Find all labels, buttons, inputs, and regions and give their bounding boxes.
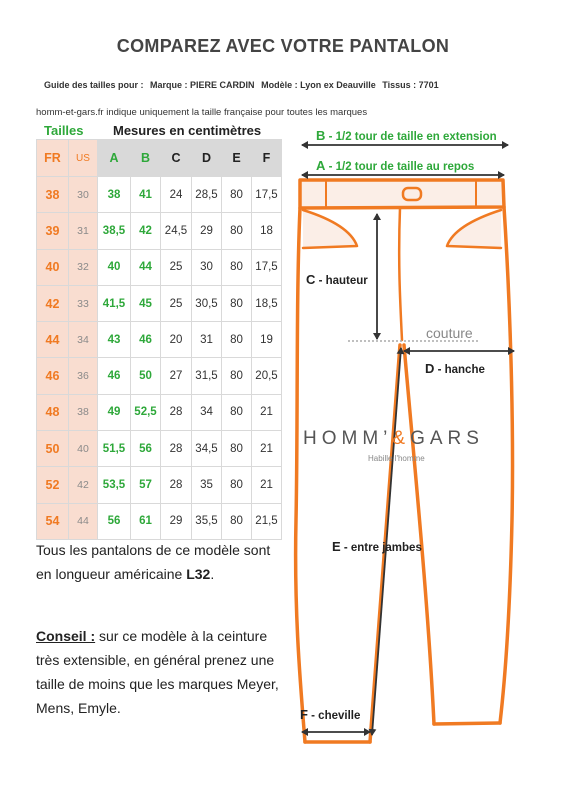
guide-marque: Marque : PIERE CARDIN xyxy=(150,80,255,90)
cell-a: 49 xyxy=(98,394,131,430)
cell-a: 38 xyxy=(98,177,131,213)
cell-e: 80 xyxy=(222,249,252,285)
cell-fr: 48 xyxy=(37,394,69,430)
cell-e: 80 xyxy=(222,467,252,503)
cell-d: 30 xyxy=(192,249,222,285)
mesures-heading: Mesures en centimètres xyxy=(113,123,262,138)
cell-f: 21,5 xyxy=(252,503,282,539)
col-header-f: F xyxy=(252,140,282,177)
cell-fr: 52 xyxy=(37,467,69,503)
cell-e: 80 xyxy=(222,431,252,467)
length-info-text: Tous les pantalons de ce modèle sont en longueur américaine xyxy=(36,542,271,582)
cell-us: 34 xyxy=(69,322,98,358)
cell-f: 19 xyxy=(252,322,282,358)
brand-logo: HOMM’&GARS xyxy=(303,428,484,449)
cell-e: 80 xyxy=(222,213,252,249)
cell-c: 28 xyxy=(161,394,192,430)
cell-us: 38 xyxy=(69,394,98,430)
cell-d: 34 xyxy=(192,394,222,430)
cell-f: 18 xyxy=(252,213,282,249)
cell-c: 25 xyxy=(161,285,192,321)
cell-b: 42 xyxy=(131,213,161,249)
cell-d: 28,5 xyxy=(192,177,222,213)
fly xyxy=(399,208,402,340)
left-pocket xyxy=(303,210,357,248)
cell-fr: 38 xyxy=(37,177,69,213)
cell-b: 45 xyxy=(131,285,161,321)
cell-f: 21 xyxy=(252,394,282,430)
cell-a: 46 xyxy=(98,358,131,394)
col-header-e: E xyxy=(222,140,252,177)
label-couture: couture xyxy=(426,325,473,341)
cell-b: 44 xyxy=(131,249,161,285)
cell-c: 28 xyxy=(161,467,192,503)
cell-f: 18,5 xyxy=(252,285,282,321)
guide-label: Guide des tailles pour : xyxy=(44,80,144,90)
cell-fr: 50 xyxy=(37,431,69,467)
cell-c: 29 xyxy=(161,503,192,539)
label-b: B - 1/2 tour de taille en extension xyxy=(316,128,497,143)
col-header-a: A xyxy=(98,140,131,177)
cell-d: 31 xyxy=(192,322,222,358)
col-header-d: D xyxy=(192,140,222,177)
label-f: F - cheville xyxy=(300,707,361,722)
cell-c: 24,5 xyxy=(161,213,192,249)
right-inner-seam xyxy=(404,345,434,724)
conseil-text: sur ce modèle à la ceinture très extensible, en général prenez une taille de moins que les marques Meyer, Mens, Emyle. xyxy=(36,628,279,716)
cell-us: 40 xyxy=(69,431,98,467)
cell-f: 17,5 xyxy=(252,177,282,213)
label-d: D - hanche xyxy=(425,361,485,376)
cell-us: 42 xyxy=(69,467,98,503)
cell-d: 30,5 xyxy=(192,285,222,321)
left-outer-seam xyxy=(296,208,305,742)
right-hem xyxy=(434,723,500,724)
cell-b: 46 xyxy=(131,322,161,358)
conseil-label: Conseil : xyxy=(36,628,96,644)
label-e: E - entre jambes xyxy=(332,539,422,554)
label-c: C - hauteur xyxy=(306,272,368,287)
cell-a: 51,5 xyxy=(98,431,131,467)
cell-b: 61 xyxy=(131,503,161,539)
cell-d: 31,5 xyxy=(192,358,222,394)
cell-f: 17,5 xyxy=(252,249,282,285)
cell-us: 31 xyxy=(69,213,98,249)
cell-b: 52,5 xyxy=(131,394,161,430)
site-note: homm-et-gars.fr indique uniquement la taille française pour toutes les marques xyxy=(36,107,368,118)
guide-tissus: Tissus : 7701 xyxy=(382,80,439,90)
cell-f: 21 xyxy=(252,467,282,503)
cell-e: 80 xyxy=(222,285,252,321)
cell-us: 33 xyxy=(69,285,98,321)
guide-modele: Modèle : Lyon ex Deauville xyxy=(261,80,376,90)
page-title: COMPAREZ AVEC VOTRE PANTALON xyxy=(116,36,450,56)
cell-fr: 40 xyxy=(37,249,69,285)
cell-d: 34,5 xyxy=(192,431,222,467)
cell-fr: 39 xyxy=(37,213,69,249)
cell-b: 41 xyxy=(131,177,161,213)
cell-c: 28 xyxy=(161,431,192,467)
cell-us: 44 xyxy=(69,503,98,539)
cell-f: 20,5 xyxy=(252,358,282,394)
col-header-us: US xyxy=(69,140,98,177)
col-header-b: B xyxy=(131,140,161,177)
right-pocket xyxy=(447,210,501,248)
cell-e: 80 xyxy=(222,177,252,213)
cell-fr: 46 xyxy=(37,358,69,394)
cell-a: 38,5 xyxy=(98,213,131,249)
cell-a: 40 xyxy=(98,249,131,285)
cell-c: 25 xyxy=(161,249,192,285)
brand-tagline: Habille l'homme xyxy=(368,454,425,463)
cell-b: 57 xyxy=(131,467,161,503)
cell-c: 24 xyxy=(161,177,192,213)
cell-e: 80 xyxy=(222,394,252,430)
cell-b: 56 xyxy=(131,431,161,467)
cell-fr: 44 xyxy=(37,322,69,358)
cell-e: 80 xyxy=(222,358,252,394)
length-info-bold: L32 xyxy=(186,566,211,582)
label-a: A - 1/2 tour de taille au repos xyxy=(316,158,475,173)
cell-d: 35 xyxy=(192,467,222,503)
cell-fr: 42 xyxy=(37,285,69,321)
cell-c: 27 xyxy=(161,358,192,394)
cell-us: 30 xyxy=(69,177,98,213)
tailles-heading: Tailles xyxy=(44,123,84,138)
right-outer-seam xyxy=(500,207,513,723)
cell-a: 43 xyxy=(98,322,131,358)
cell-fr: 54 xyxy=(37,503,69,539)
cell-f: 21 xyxy=(252,431,282,467)
length-info-end: . xyxy=(210,566,215,582)
cell-e: 80 xyxy=(222,503,252,539)
cell-us: 36 xyxy=(69,358,98,394)
cell-a: 41,5 xyxy=(98,285,131,321)
cell-c: 20 xyxy=(161,322,192,358)
col-header-fr: FR xyxy=(37,140,69,177)
cell-b: 50 xyxy=(131,358,161,394)
cell-us: 32 xyxy=(69,249,98,285)
cell-e: 80 xyxy=(222,322,252,358)
cell-d: 29 xyxy=(192,213,222,249)
cell-a: 53,5 xyxy=(98,467,131,503)
cell-a: 56 xyxy=(98,503,131,539)
col-header-c: C xyxy=(161,140,192,177)
cell-d: 35,5 xyxy=(192,503,222,539)
